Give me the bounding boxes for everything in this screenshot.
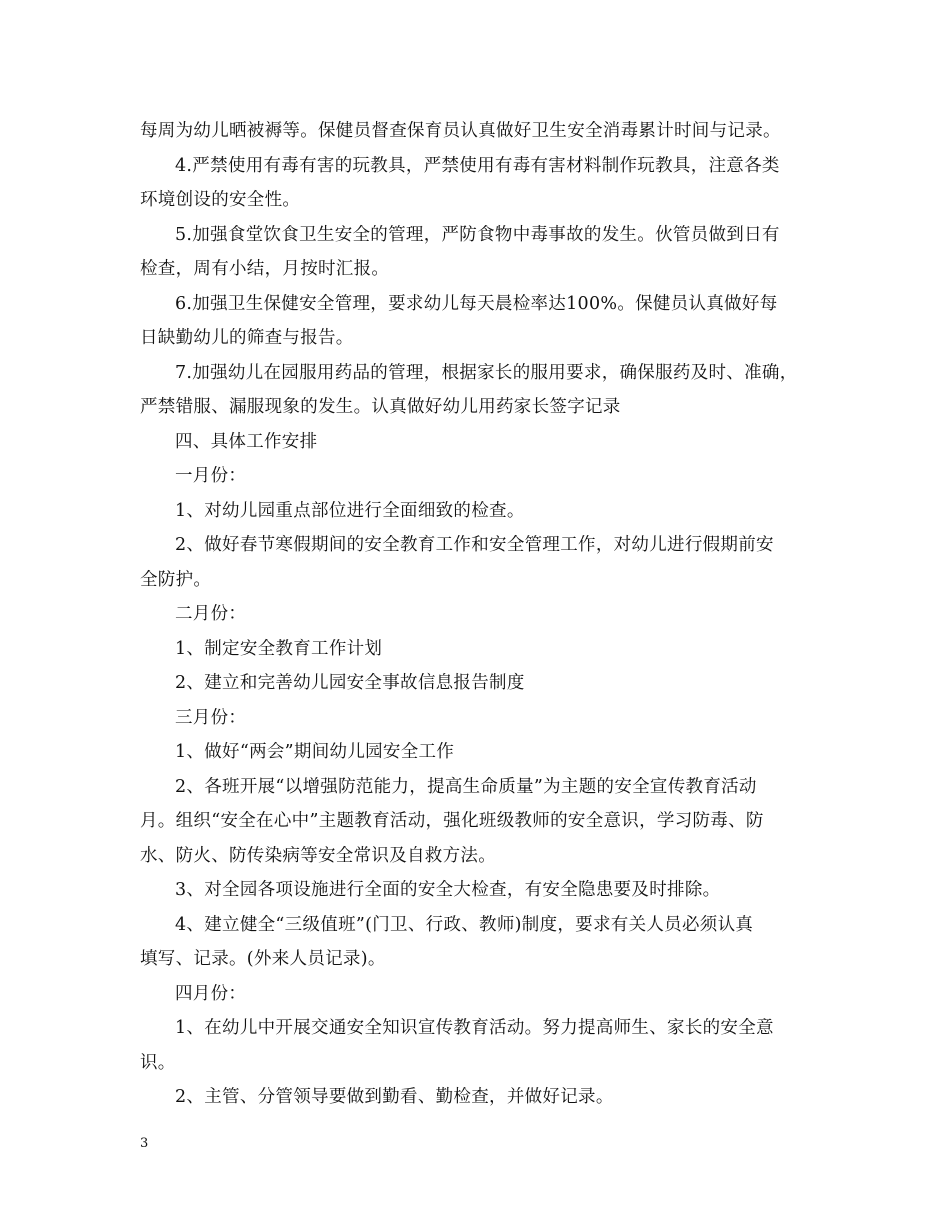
text-line: 1、制定安全教育工作计划 — [175, 638, 383, 659]
text-line: 2、做好春节寒假期间的安全教育工作和安全管理工作，对幼儿进行假期前安 — [175, 535, 774, 555]
text-line: 一月份： — [175, 466, 247, 486]
text-line: 识。 — [140, 1052, 176, 1073]
text-line: 1、对幼儿园重点部位进行全面细致的检查。 — [175, 500, 525, 521]
text-line: 5.加强食堂饮食卫生安全的管理，严防食物中毒事故的发生。伙管员做到日有 — [175, 224, 780, 245]
text-line: 全防护。 — [140, 569, 212, 590]
text-line: 4、建立健全“三级值班”(门卫、行政、教师)制度，要求有关人员必须认真 — [175, 914, 754, 935]
text-line: 四、具体工作安排 — [175, 431, 318, 452]
text-line: 2、建立和完善幼儿园安全事故信息报告制度 — [175, 673, 525, 693]
text-line: 环境创设的安全性。 — [140, 190, 301, 210]
text-line: 7.加强幼儿在园服用药品的管理，根据家长的服用要求，确保服药及时、准确， — [175, 362, 798, 383]
text-line: 2、主管、分管领导要做到勤看、勤检查，并做好记录。 — [175, 1087, 614, 1107]
text-line: 2、各班开展“以增强防范能力，提高生命质量”为主题的安全宣传教育活动 — [175, 776, 757, 797]
text-line: 6.加强卫生保健安全管理，要求幼儿每天晨检率达100%。保健员认真做好每 — [175, 293, 778, 314]
text-line: 水、防火、防传染病等安全常识及自救方法。 — [140, 845, 496, 866]
text-line: 检查，周有小结，月按时汇报。 — [140, 259, 390, 279]
text-line: 4.严禁使用有毒有害的玩教具，严禁使用有毒有害材料制作玩教具，注意各类 — [175, 155, 780, 176]
text-line: 填写、记录。(外来人员记录)。 — [140, 949, 386, 969]
page-number: 3 — [140, 1136, 149, 1151]
text-line: 1、做好“两会”期间幼儿园安全工作 — [175, 742, 455, 762]
text-line: 月。组织“安全在心中”主题教育活动，强化班级教师的安全意识，学习防毒、防 — [140, 811, 764, 831]
text-line: 四月份： — [175, 983, 247, 1004]
text-line: 二月份： — [175, 604, 247, 624]
text-line: 严禁错服、漏服现象的发生。认真做好幼儿用药家长签字记录 — [140, 397, 621, 417]
text-line: 三月份： — [175, 707, 247, 728]
text-line: 每周为幼儿晒被褥等。保健员督查保育员认真做好卫生安全消毒累计时间与记录。 — [140, 121, 781, 141]
text-line: 1、在幼儿中开展交通安全知识宣传教育活动。努力提高师生、家长的安全意 — [175, 1018, 774, 1038]
text-line: 日缺勤幼儿的筛查与报告。 — [140, 328, 354, 348]
text-line: 3、对全园各项设施进行全面的安全大检查，有安全隐患要及时排除。 — [175, 880, 721, 900]
document-body — [140, 114, 820, 1115]
